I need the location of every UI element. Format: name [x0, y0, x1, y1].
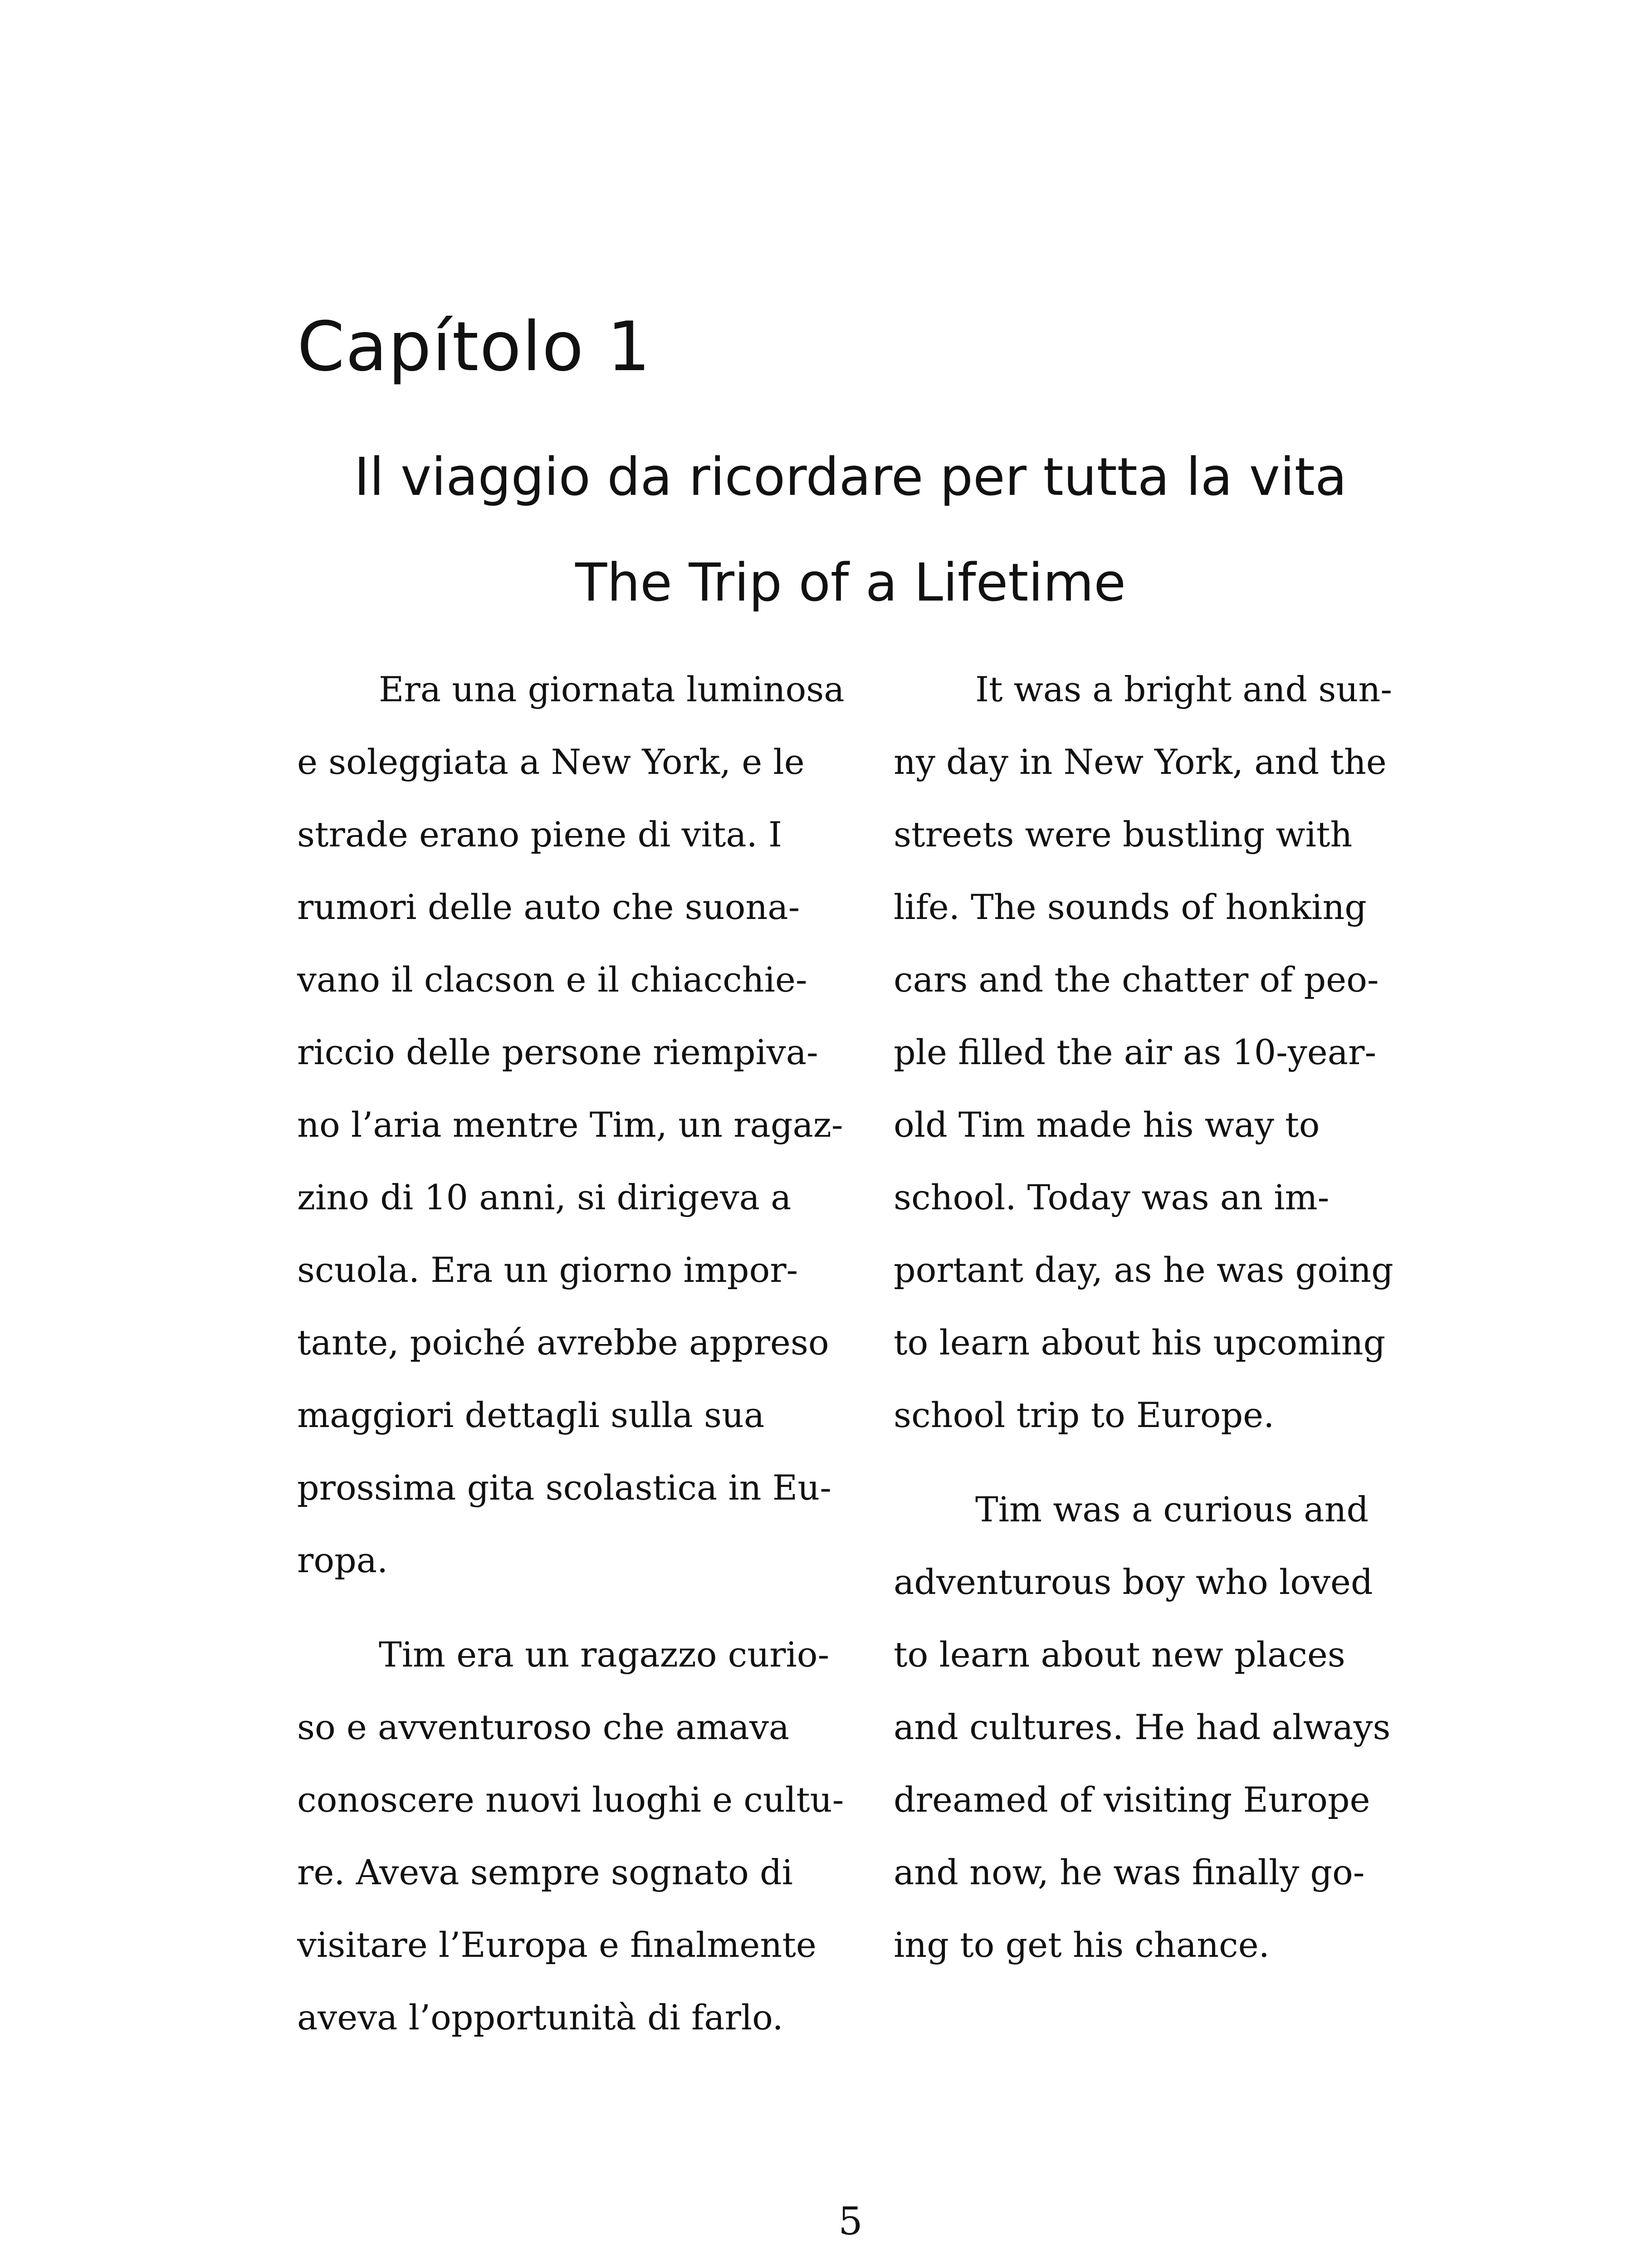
- chapter-heading: Capítolo 1: [297, 308, 651, 386]
- page-number: 5: [838, 2199, 863, 2244]
- english-paragraph: It was a bright and sun- ny day in New York, and the streets were bustling with life. The sounds of honking cars and the chatter of peo- ple filled the air as 10-year- old Tim made his way to school. Today was an im- portant day, as he was going to learn about his upcoming school trip to Europe.: [894, 669, 1393, 1435]
- italian-column: [297, 653, 851, 2076]
- title-english: The Trip of a Lifetime: [575, 552, 1126, 613]
- bat-icon: [767, 2261, 939, 2268]
- italian-paragraph: Era una giornata luminosa e soleggiata a New York, e le strade erano piene di vita. I rumori delle auto che suona- vano il clacson e il chiacchie- riccio delle persone riempiva- no l’aria mentre Tim, un ragaz- zino di 10 anni, si dirigeva a scuola. Era un giorno impor- tante, poiché avrebbe appreso maggiori dettagli sulla sua prossima gita scolastica in Eu- ropa.: [297, 669, 845, 1580]
- italian-paragraph: Tim era un ragazzo curio- so e avventuroso che amava conoscere nuovi luoghi e cultu- re. Aveva sempre sognato di visitare l’Europa e finalmente aveva l’opportunità di farlo.: [297, 1634, 844, 2038]
- title-italian: Il viaggio da ricordare per tutta la vita: [354, 447, 1347, 508]
- english-column: [894, 653, 1447, 2003]
- english-paragraph: Tim was a curious and adventurous boy who loved to learn about new places and cultures. He had always dreamed of visiting Europe and now, he was finally go- ing to get his chance.: [894, 1489, 1391, 1965]
